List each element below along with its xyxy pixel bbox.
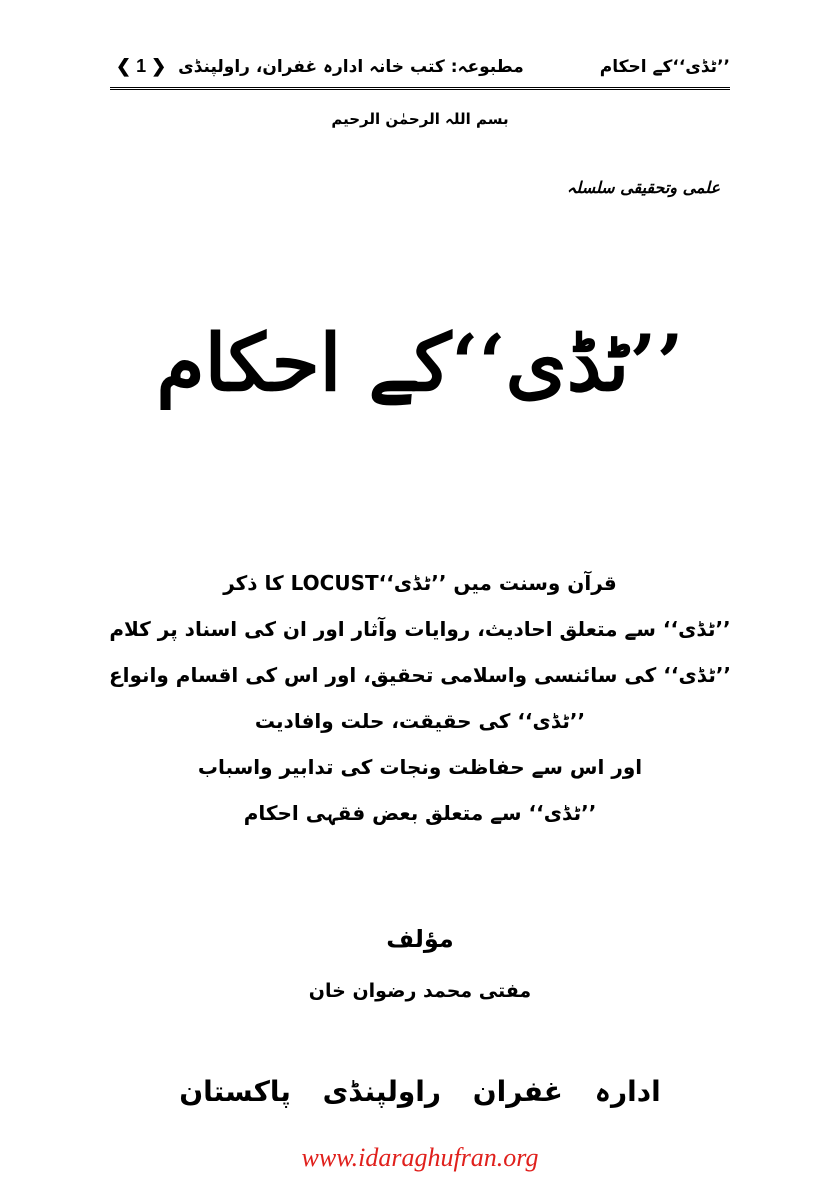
publisher-name: ادارہ غفران راولپنڈی پاکستان — [179, 1075, 661, 1108]
contents-item: ’’ٹڈی‘‘ سے متعلق احادیث، روایات وآثار اور ان کی اسناد پر کلام — [109, 617, 731, 641]
website-link[interactable]: www.idaraghufran.org — [301, 1143, 539, 1172]
contents-item: اور اس سے حفاظت ونجات کی تدابیر واسباب — [197, 755, 643, 779]
header-divider — [110, 87, 730, 92]
book-title: ’’ٹڈی‘‘کے احکام — [156, 318, 684, 409]
contents-item: ’’ٹڈی‘‘ کی حقیقت، حلت وافادیت — [254, 709, 586, 733]
author-name: مفتی محمد رضوان خان — [308, 980, 532, 1002]
contents-list — [0, 560, 840, 836]
header-publisher-line: مطبوعہ: کتب خانہ ادارہ غفران، راولپنڈی — [178, 57, 524, 77]
contents-item: ’’ٹڈی‘‘ کی سائنسی واسلامی تحقیق، اور اس کی اقسام وانواع — [108, 663, 732, 687]
author-label: مؤلف — [386, 925, 454, 953]
series-label: علمی وتحقیقی سلسلہ — [566, 178, 720, 197]
header-publisher-group — [110, 56, 524, 77]
contents-item: ’’ٹڈی‘‘ سے متعلق بعض فقہی احکام — [243, 801, 597, 825]
running-header — [110, 52, 730, 92]
basmala: بسم اللہ الرحمٰن الرحیم — [331, 110, 509, 128]
contents-item: قرآن وسنت میں ’’ٹڈی‘‘LOCUST کا ذکر — [223, 571, 617, 595]
page-number: ❮ 1 ❯ — [116, 56, 167, 76]
header-book-title: ’’ٹڈی‘‘کے احکام — [599, 57, 730, 77]
